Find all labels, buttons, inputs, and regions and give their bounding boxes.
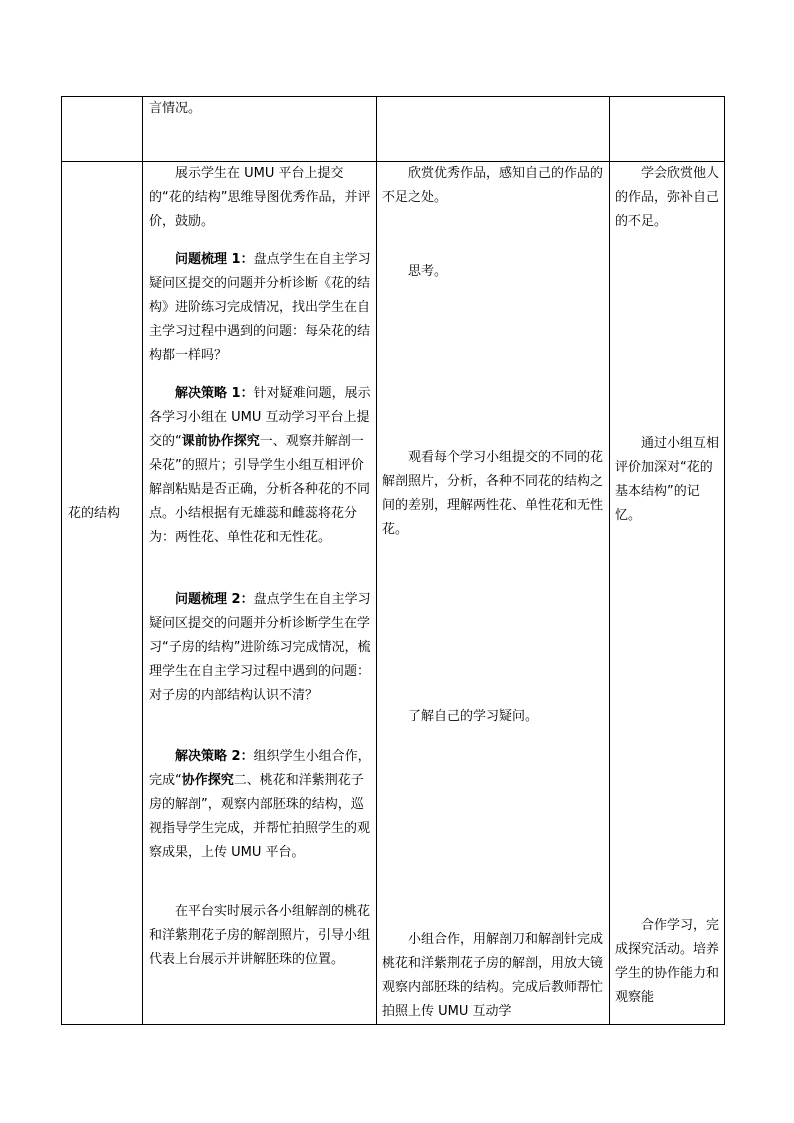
teacher-activity-cell bbox=[143, 97, 377, 162]
table-row bbox=[62, 97, 725, 162]
emphasis-text: 协作探究 bbox=[181, 773, 234, 788]
intent-paragraph: 合作学习，完成探究活动。培养学生的协作能力和观察能 bbox=[615, 918, 720, 1005]
topic-label: 花的结构 bbox=[68, 506, 121, 521]
teacher-paragraph bbox=[149, 248, 371, 368]
teacher-paragraph bbox=[149, 382, 371, 550]
problem-heading-2: 问题梳理 2： bbox=[175, 592, 254, 607]
teacher-paragraph: 在平台实时展示各小组解剖的桃花和洋紫荆花子房的解剖照片，引导小组代表上台展示并讲解胚珠的位置。 bbox=[149, 904, 371, 967]
teacher-paragraph bbox=[149, 588, 371, 708]
topic-cell bbox=[62, 97, 143, 162]
teacher-activity-text: 言情况。 bbox=[149, 101, 202, 116]
teacher-paragraph bbox=[149, 745, 371, 865]
topic-cell bbox=[62, 162, 143, 1025]
teacher-paragraph-text: 组织学生小组合作，完成“ bbox=[149, 749, 371, 788]
teacher-paragraph-text: 盘点学生在自主学习疑问区提交的问题并分析诊断《花的结构》进阶练习完成情况，找出学生在自主学习过程中遇到的问题：每朵花的结构都一样吗？ bbox=[149, 252, 371, 363]
emphasis-text: 课前协作探究 bbox=[181, 434, 260, 449]
student-activity-cell bbox=[377, 97, 610, 162]
strategy-heading-2: 解决策略 2： bbox=[175, 749, 254, 764]
problem-heading-1: 问题梳理 1： bbox=[175, 252, 254, 267]
teacher-paragraph-text: 二、桃花和洋紫荆花子房的解剖”，观察内部胚珠的结构，巡视指导学生完成，并帮忙拍照学生的观察成果，上传 UMU 平台。 bbox=[149, 773, 371, 860]
student-paragraph: 了解自己的学习疑问。 bbox=[408, 709, 539, 724]
strategy-heading-1: 解决策略 1： bbox=[175, 386, 254, 401]
student-paragraph: 小组合作，用解剖刀和解剖针完成桃花和洋紫荆花子房的解剖，用放大镜观察内部胚珠的结构。完成后教师帮忙拍照上传 UMU 互动学 bbox=[382, 932, 604, 1019]
teacher-paragraph-text: 针对疑难问题，展示各学习小组在 UMU 互动学习平台上提交的“ bbox=[149, 386, 371, 449]
intent-paragraph: 学会欣赏他人的作品，弥补自己的不足。 bbox=[615, 166, 720, 229]
design-intent-cell bbox=[610, 97, 725, 162]
design-intent-cell bbox=[610, 162, 725, 1025]
teacher-paragraph-text: 盘点学生在自主学习疑问区提交的问题并分析诊断学生在学习“子房的结构”进阶练习完成情况，梳理学生在自主学习过程中遇到的问题：对子房的内部结构认识不清？ bbox=[149, 592, 371, 703]
student-paragraph: 欣赏优秀作品，感知自己的作品的不足之处。 bbox=[382, 166, 604, 205]
student-paragraph: 思考。 bbox=[408, 264, 448, 279]
teacher-activity-cell bbox=[143, 162, 377, 1025]
intent-paragraph: 通过小组互相评价加深对“花的基本结构”的记忆。 bbox=[615, 436, 720, 523]
teacher-paragraph: 展示学生在 UMU 平台上提交的“花的结构”思维导图优秀作品，并评价，鼓励。 bbox=[149, 166, 371, 229]
student-activity-cell bbox=[377, 162, 610, 1025]
student-paragraph: 观看每个学习小组提交的不同的花解剖照片，分析，各种不同花的结构之间的差别，理解两性花、单性花和无性花。 bbox=[382, 450, 604, 537]
table-row bbox=[62, 162, 725, 1025]
lesson-plan-table bbox=[61, 96, 725, 1025]
teacher-paragraph-text: 一、观察并解剖一朵花”的照片；引导学生小组互相评价解剖粘贴是否正确，分析各种花的不同点。小结根据有无雄蕊和雌蕊将花分为：两性花、单性花和无性花。 bbox=[149, 434, 371, 545]
